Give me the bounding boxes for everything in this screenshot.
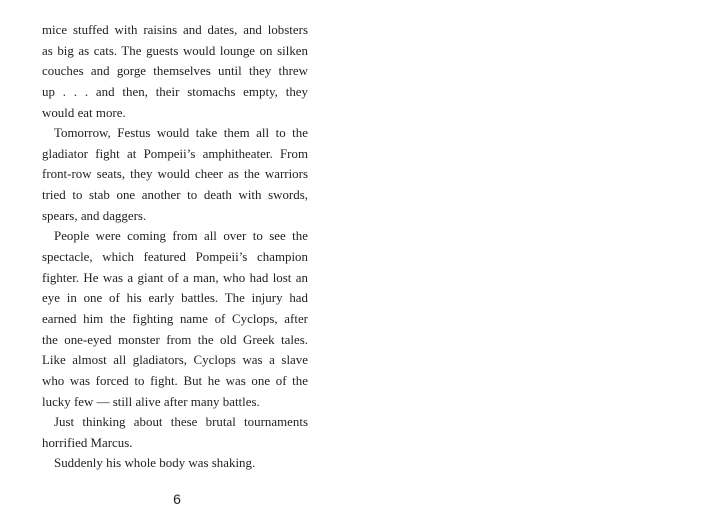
text-line: People were coming from all over to see the (54, 229, 308, 244)
text-line: who was forced to fight. But he was one of the (42, 373, 308, 388)
text-line: Tomorrow, Festus would take them all to the (54, 126, 308, 141)
text-line: Just thinking about these brutal tournaments (54, 415, 308, 430)
paragraph (42, 123, 308, 226)
text-line: lucky few — still alive after many battles. (42, 394, 260, 409)
text-line: Like almost all gladiators, Cyclops was a slave (42, 353, 308, 368)
text-line: eye in one of his early battles. The injury had (42, 291, 308, 306)
paragraph (42, 226, 308, 412)
body-text (42, 20, 308, 474)
text-line: Suddenly his whole body was shaking. (54, 456, 256, 471)
paragraph (42, 20, 308, 123)
text-line: couches and gorge themselves until they threw (42, 64, 308, 79)
text-line: front-row seats, they would cheer as the warriors (42, 167, 308, 182)
text-line: mice stuffed with raisins and dates, and lobsters (42, 23, 308, 37)
text-line: would eat more. (42, 105, 126, 120)
text-line: horrified Marcus. (42, 435, 133, 450)
page-number: 6 (173, 491, 181, 507)
text-line: tried to stab one another to death with swords, (42, 188, 308, 203)
text-line: spectacle, which featured Pompeii’s champion (42, 250, 308, 265)
text-line: gladiator fight at Pompeii’s amphitheater. From (42, 146, 308, 161)
text-line: spears, and daggers. (42, 208, 147, 223)
text-line: earned him the fighting name of Cyclops, after (42, 311, 308, 326)
text-line: the one-eyed monster from the old Greek tales. (42, 332, 308, 347)
paragraph (42, 453, 308, 474)
text-line: fighter. He was a giant of a man, who had lost an (42, 270, 308, 285)
text-line: as big as cats. The guests would lounge on silken (42, 43, 308, 58)
text-line: up . . . and then, their stomachs empty, they (42, 84, 308, 99)
paragraph (42, 412, 308, 453)
